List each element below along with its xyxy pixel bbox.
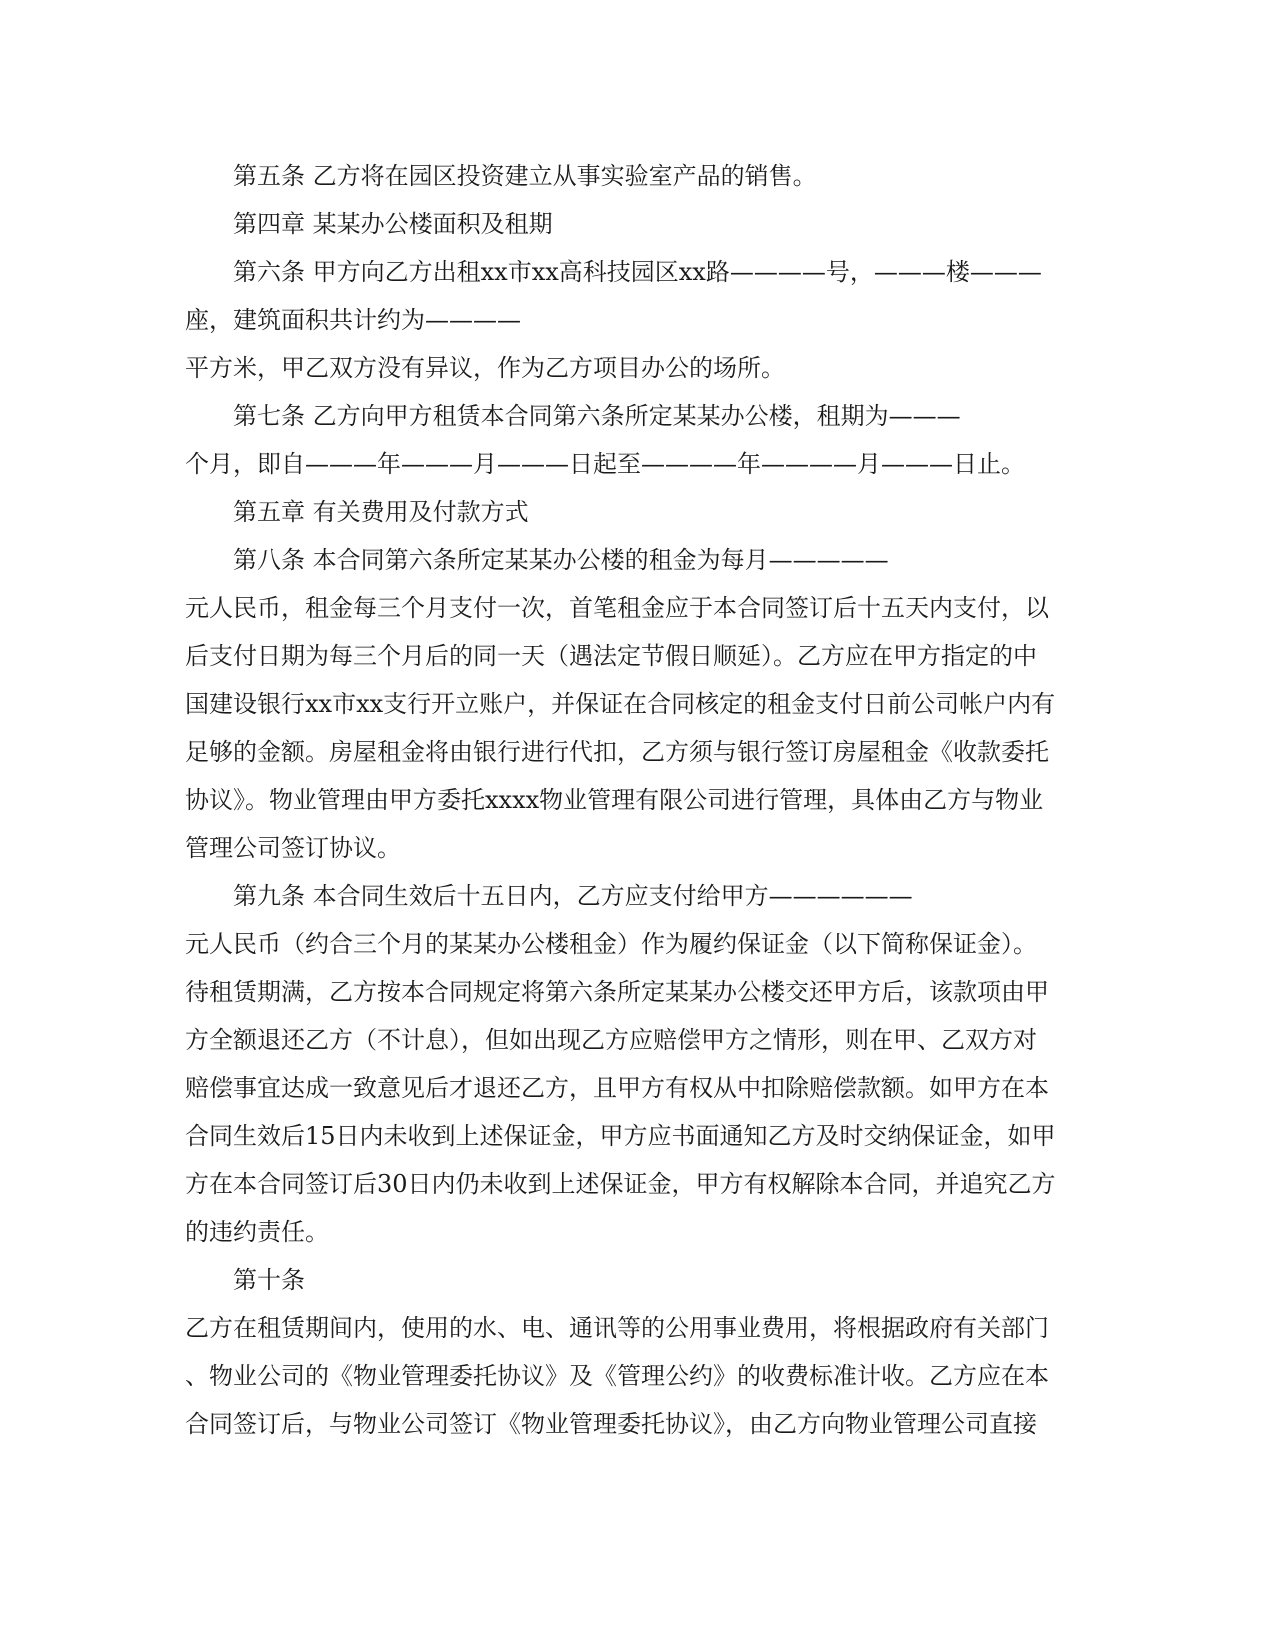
text-line: 方在本合同签订后30日内仍未收到上述保证金，甲方有权解除本合同，并追究乙方: [185, 1170, 1056, 1198]
article-heading: 第十条: [233, 1266, 305, 1294]
text-line: 合同生效后15日内未收到上述保证金，甲方应书面通知乙方及时交纳保证金，如甲: [185, 1122, 1056, 1150]
text-line: 协议》。物业管理由甲方委托xxxx物业管理有限公司进行管理，具体由乙方与物业: [185, 786, 1044, 814]
document-body: [185, 152, 1095, 1448]
text-line: 足够的金额。房屋租金将由银行进行代扣，乙方须与银行签订房屋租金《收款委托: [185, 738, 1049, 766]
text-line: 第九条 本合同生效后十五日内，乙方应支付给甲方——————: [233, 882, 913, 910]
text-line: 赔偿事宜达成一致意见后才退还乙方，且甲方有权从中扣除赔偿款额。如甲方在本: [185, 1074, 1049, 1102]
chapter-heading: 第四章 某某办公楼面积及租期: [233, 210, 553, 238]
text-line: 方全额退还乙方（不计息），但如出现乙方应赔偿甲方之情形，则在甲、乙双方对: [185, 1026, 1037, 1054]
text-line: 的违约责任。: [185, 1218, 329, 1246]
text-line: 第八条 本合同第六条所定某某办公楼的租金为每月—————: [233, 546, 889, 574]
text-line: 、物业公司的《物业管理委托协议》及《管理公约》的收费标准计收。乙方应在本: [185, 1362, 1049, 1390]
text-line: 平方米，甲乙双方没有异议，作为乙方项目办公的场所。: [185, 354, 785, 382]
text-line: 第六条 甲方向乙方出租xx市xx高科技园区xx路————号，———楼———: [233, 258, 1042, 286]
text-line: 国建设银行xx市xx支行开立账户，并保证在合同核定的租金支付日前公司帐户内有: [185, 690, 1056, 718]
text-line: 管理公司签订协议。: [185, 834, 401, 862]
text-line: 后支付日期为每三个月后的同一天（遇法定节假日顺延）。乙方应在甲方指定的中: [185, 642, 1037, 670]
text-line: 个月，即自———年———月———日起至————年————月———日止。: [185, 450, 1025, 478]
text-line: 待租赁期满，乙方按本合同规定将第六条所定某某办公楼交还甲方后，该款项由甲: [185, 978, 1049, 1006]
text-line: 元人民币，租金每三个月支付一次，首笔租金应于本合同签订后十五天内支付，以: [185, 594, 1049, 622]
chapter-heading: 第五章 有关费用及付款方式: [233, 498, 529, 526]
text-line: 第七条 乙方向甲方租赁本合同第六条所定某某办公楼，租期为———: [233, 402, 961, 430]
text-line: 乙方在租赁期间内，使用的水、电、通讯等的公用事业费用，将根据政府有关部门: [185, 1314, 1049, 1342]
text-line: 元人民币（约合三个月的某某办公楼租金）作为履约保证金（以下简称保证金）。: [185, 930, 1037, 958]
text-line: 座，建筑面积共计约为————: [185, 306, 521, 334]
text-line: 合同签订后，与物业公司签订《物业管理委托协议》，由乙方向物业管理公司直接: [185, 1410, 1037, 1438]
text-line: 第五条 乙方将在园区投资建立从事实验室产品的销售。: [233, 162, 817, 190]
